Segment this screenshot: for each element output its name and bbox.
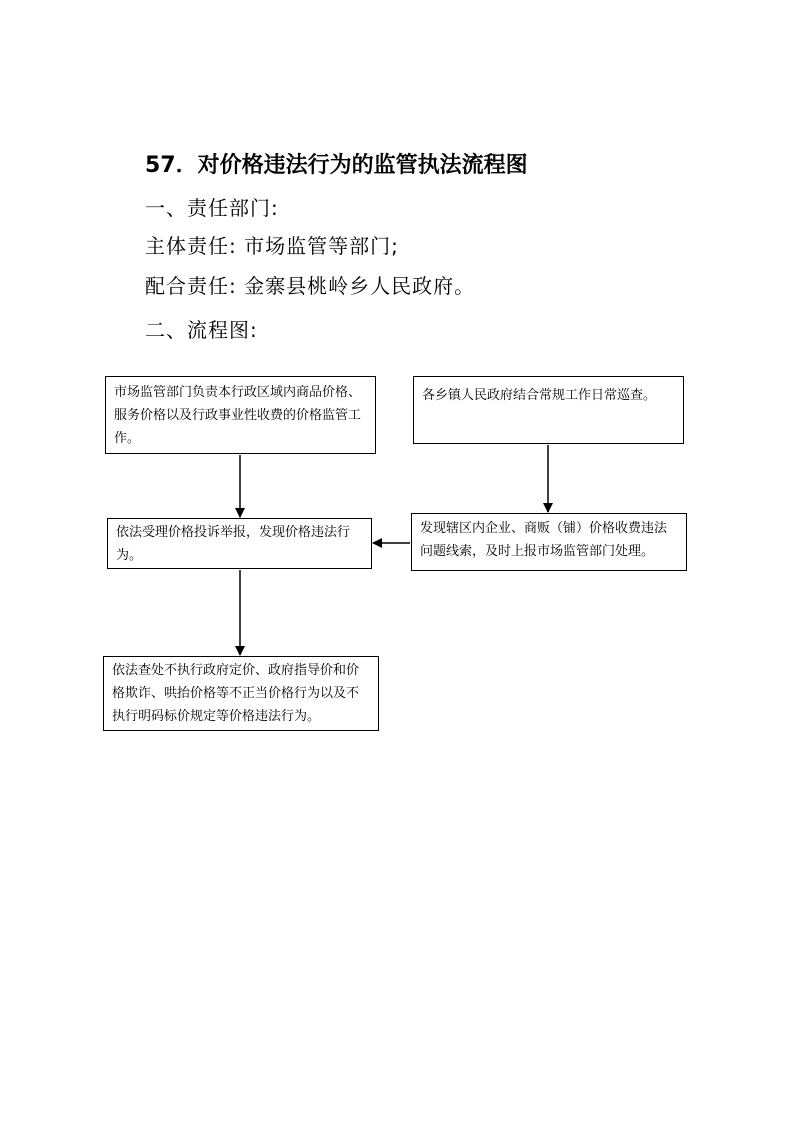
flowchart-box-investigate-violations bbox=[103, 656, 379, 731]
section-flowchart-heading: 二、流程图: bbox=[145, 318, 258, 342]
section-responsible-departments-heading: 一、责任部门: bbox=[145, 196, 279, 220]
flowchart-box-accept-complaints bbox=[107, 518, 372, 569]
flowchart-box-township-patrol-text: 各乡镇人民政府结合常规工作日常巡查。 bbox=[422, 388, 657, 403]
cooperating-responsibility-line: 配合责任: 金寨县桃岭乡人民政府。 bbox=[145, 274, 476, 298]
flowchart-box-market-supervision bbox=[105, 376, 376, 454]
document-title: 57．对价格违法行为的监管执法流程图 bbox=[145, 153, 528, 178]
flowchart-box-report-clues bbox=[411, 513, 687, 571]
flowchart-box-report-clues-text: 发现辖区内企业、商贩（铺）价格收费违法问题线索，及时上报市场监管部门处理。 bbox=[420, 521, 668, 559]
primary-responsibility-line: 主体责任: 市场监管等部门; bbox=[145, 234, 399, 258]
flowchart-box-accept-complaints-text: 依法受理价格投诉举报，发现价格违法行为。 bbox=[116, 525, 351, 563]
flowchart-box-investigate-violations-text: 依法查处不执行政府定价、政府指导价和价格欺诈、哄抬价格等不正当价格行为以及不执行明码标价规定等价格违法行为。 bbox=[112, 663, 360, 724]
flowchart-box-market-supervision-text: 市场监管部门负责本行政区域内商品价格、服务价格以及行政事业性收费的价格监管工作。 bbox=[114, 385, 362, 446]
flowchart-box-township-patrol bbox=[413, 376, 684, 444]
